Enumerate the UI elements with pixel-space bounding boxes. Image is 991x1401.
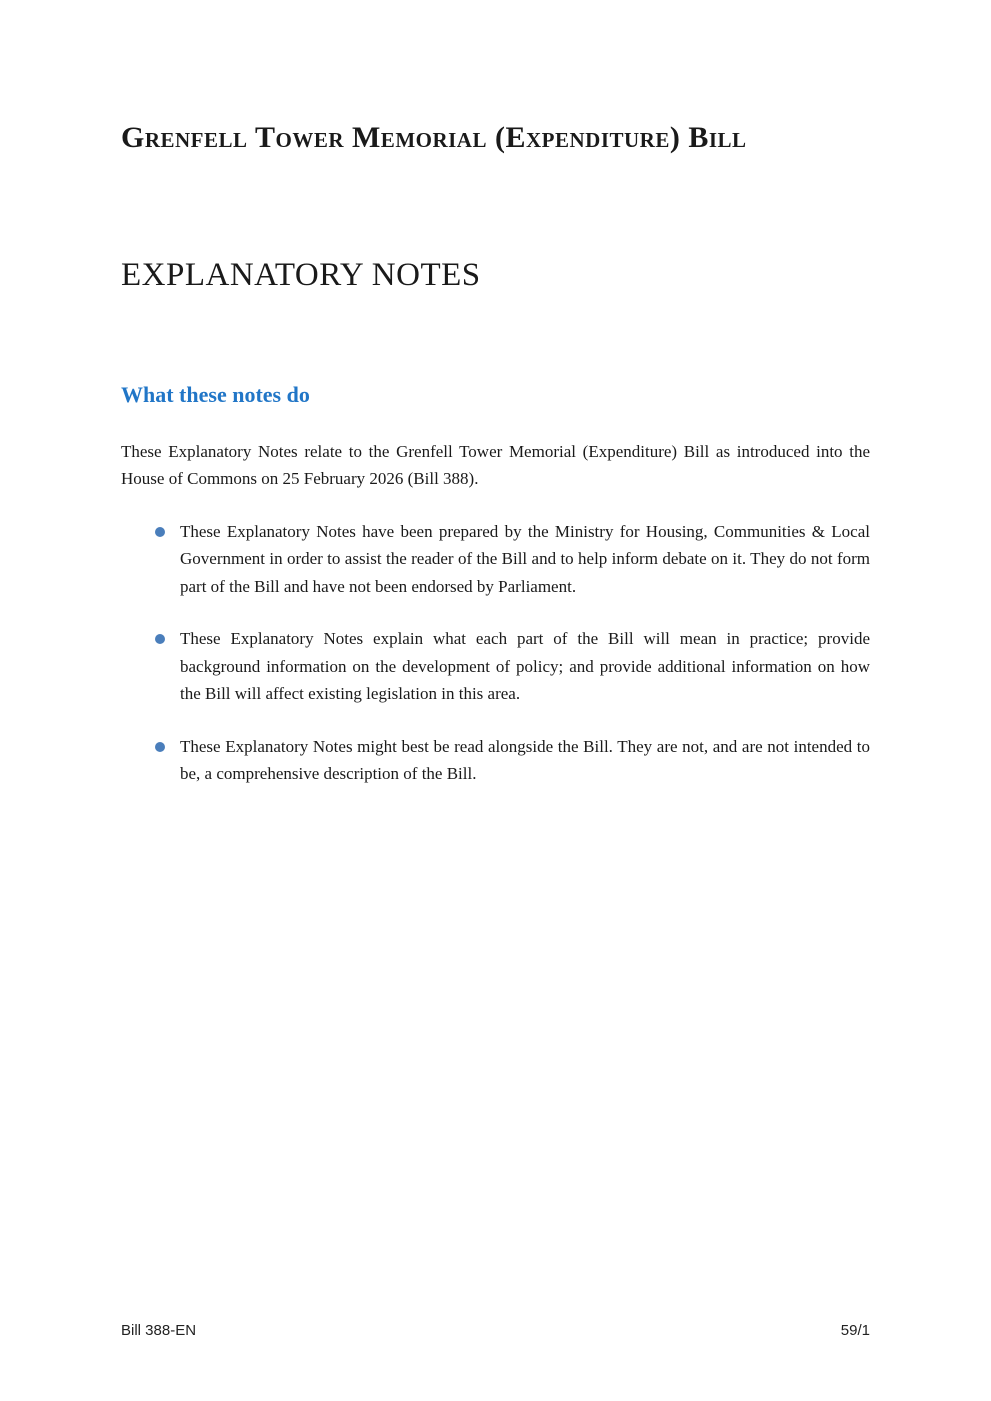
bullet-text: These Explanatory Notes might best be read alongside the Bill. They are not, and are not intended to be, a comprehensive description of the Bill. (180, 736, 870, 784)
footer-bill-number: Bill 388-EN (121, 1322, 197, 1339)
bullet-icon (155, 634, 165, 644)
intro-paragraph: These Explanatory Notes relate to the Grenfell Tower Memorial (Expenditure) Bill as introduced into the House of Commons on 25 February 2026 (Bill 388). (121, 441, 870, 489)
bullet-text: These Explanatory Notes have been prepared by the Ministry for Housing, Communities & Local Government in order to assist the reader of the Bill and to help inform debate on it. They do not form part of the Bill and have not been endorsed by Parliament. (180, 521, 870, 596)
footer-page-number: 59/1 (840, 1322, 870, 1339)
document-subtitle: EXPLANATORY NOTES (121, 256, 481, 293)
bullet-item (121, 625, 870, 708)
bullet-item (121, 733, 870, 788)
section-heading: What these notes do (121, 381, 310, 407)
bullet-icon (155, 742, 165, 752)
bullet-item (121, 518, 870, 601)
bullet-list (121, 518, 870, 788)
page-footer (121, 1322, 870, 1339)
bullet-text: These Explanatory Notes explain what each part of the Bill will mean in practice; provide background information on the development of policy; and provide additional information on how the Bill will affect existing legislation in this area. (180, 629, 870, 704)
document-title: Grenfell Tower Memorial (Expenditure) Bill (121, 121, 747, 154)
bullet-icon (155, 527, 165, 537)
